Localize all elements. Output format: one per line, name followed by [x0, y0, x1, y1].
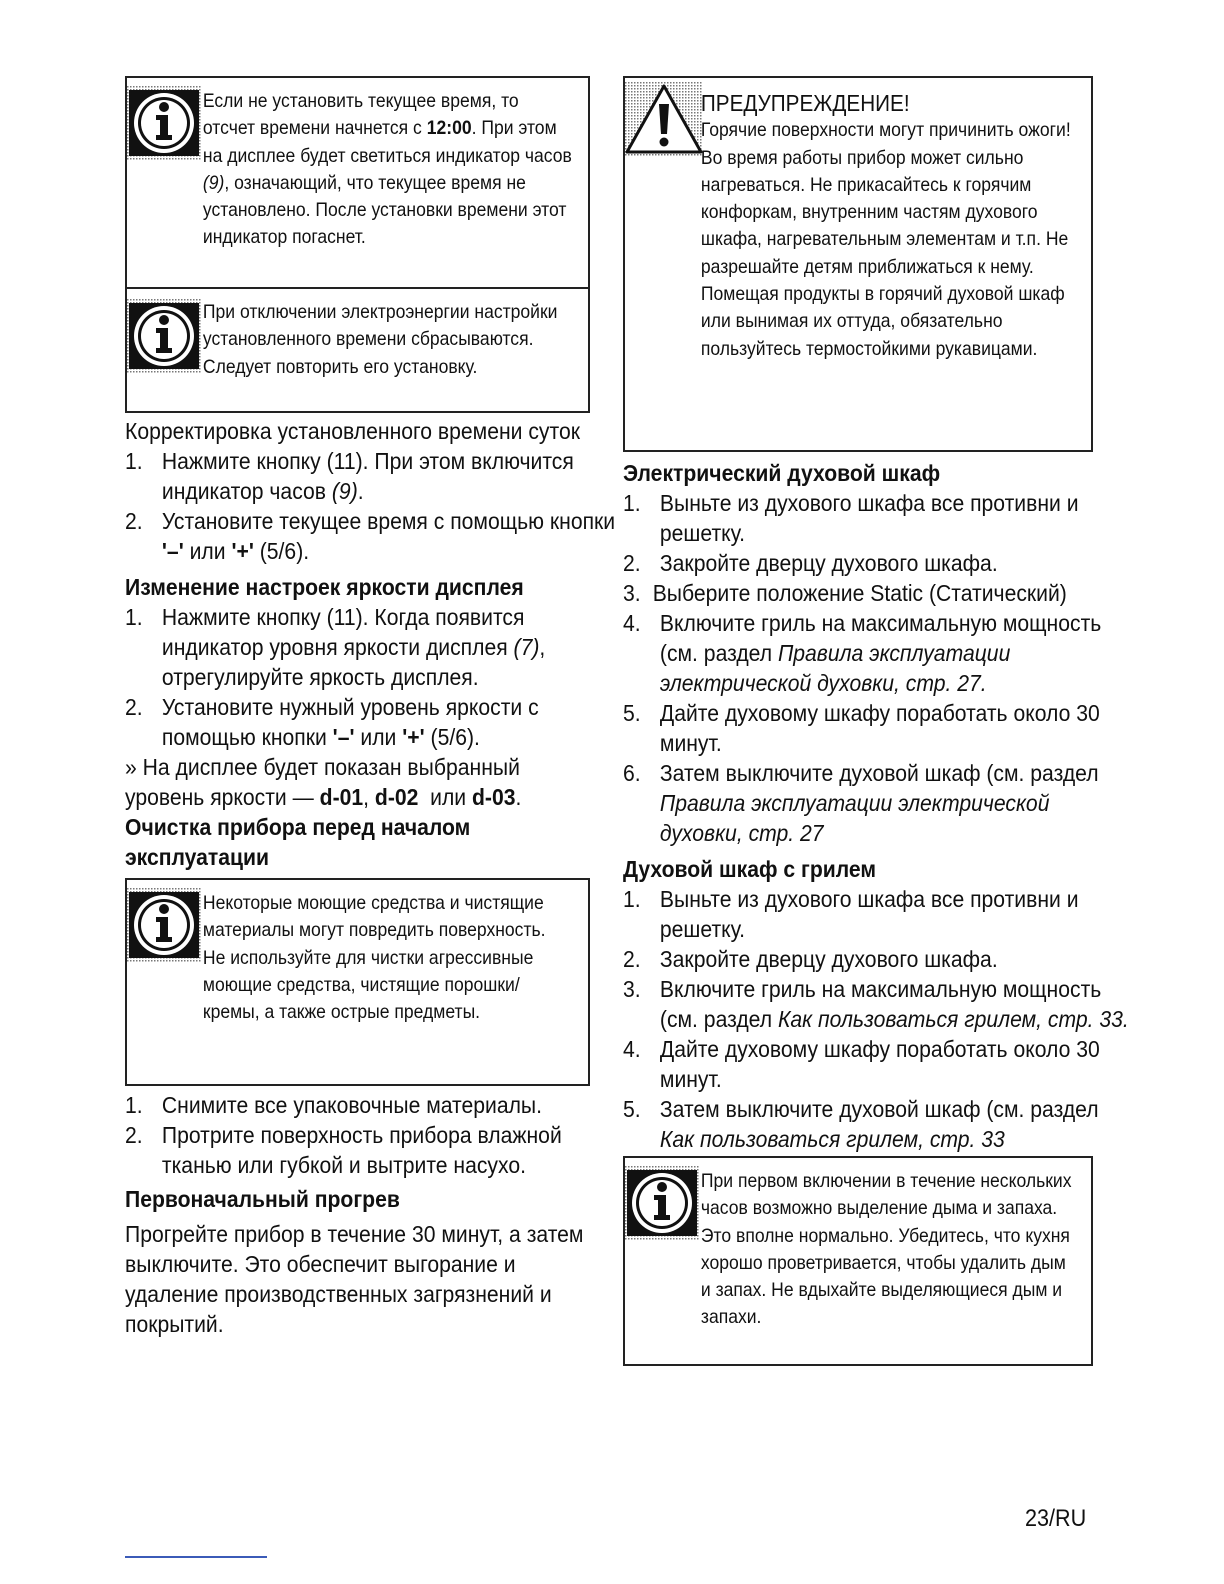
- step-text: Нажмите кнопку (11). При этом включится индикатор часов: [161, 448, 574, 504]
- correction-title: Корректировка установленного времени суток: [125, 418, 580, 444]
- note-first-use: [623, 1156, 1093, 1366]
- step-number: 1.: [125, 448, 143, 474]
- list-item: [623, 488, 1135, 548]
- note-cleaning: [125, 878, 590, 1086]
- step-number: 1.: [125, 604, 143, 630]
- indicator-ref: (7): [513, 634, 540, 660]
- page-number: 23/RU: [1025, 1505, 1087, 1532]
- list-item: [623, 608, 1135, 698]
- step-text: Включите гриль на максимальную мощность (см. раздел: [659, 976, 1102, 1032]
- step-number: 1.: [125, 1092, 143, 1118]
- step-number: 2.: [623, 550, 641, 576]
- preheat-heading: Первоначальный прогрев: [125, 1186, 400, 1212]
- note-text: [202, 880, 576, 1038]
- step-text: или: [354, 724, 403, 750]
- note-text-part: . При этом на дисплее будет светиться индикатор часов: [202, 117, 572, 167]
- level-code: d-03: [472, 784, 516, 810]
- step-number: 2.: [125, 1122, 143, 1148]
- step-number: 3.: [623, 976, 641, 1002]
- note-text: [202, 78, 576, 264]
- list-item: [623, 548, 1135, 578]
- note-paragraph: Не используйте для чистки агрессивные моющие средства, чистящие порошки/кремы, а также острые предметы.: [202, 946, 534, 1024]
- note-text-part: Если не установить текущее время, то отсчет времени начнется с: [202, 90, 519, 140]
- warning-paragraph: Помещая продукты в горячий духовой шкаф или вынимая их оттуда, обязательно пользуйтесь термостойкими рукавицами.: [700, 283, 1065, 360]
- step-text: Включите гриль на максимальную мощность (см. раздел: [659, 610, 1102, 666]
- level-code: d-01: [319, 784, 364, 810]
- list-item: [623, 944, 1135, 974]
- minus-key: '–': [161, 538, 184, 564]
- warning-title: ПРЕДУПРЕЖДЕНИЕ!: [700, 90, 910, 116]
- step-number: 5.: [623, 700, 641, 726]
- step-text: (5/6).: [424, 724, 480, 750]
- step-text: Выберите положение Static (Статический): [652, 580, 1067, 606]
- step-number: 3.: [623, 580, 641, 606]
- step-text: , отрегулируйте яркость дисплея.: [161, 634, 546, 690]
- note-text: При первом включении в течение нескольких часов возможно выделение дыма и запаха. Это вполне нормально. Убедитесь, что кухня хорошо проветривается, чтобы удалить дым и запах. Не вдыхайте выделяющиеся дым и запахи.: [700, 1170, 1072, 1329]
- footer-line: [125, 1556, 267, 1558]
- result-text: или: [418, 784, 473, 810]
- step-number: 1.: [623, 886, 641, 912]
- grill-oven-heading: Духовой шкаф с грилем: [623, 856, 877, 882]
- warning-box: [623, 76, 1093, 452]
- list-item: [623, 698, 1135, 758]
- note-text-part: , означающий, что текущее время не установлено. После установки времени этот индикатор погаснет.: [202, 171, 567, 249]
- info-icon: [625, 1166, 699, 1240]
- section-reference: Правила эксплуатации электрической духовки, стр. 27.: [659, 640, 1011, 696]
- left-column: [125, 76, 616, 1339]
- electric-oven-heading: Электрический духовой шкаф: [623, 460, 941, 486]
- info-icon: [127, 86, 201, 160]
- warning-paragraph: Во время работы прибор может сильно нагреваться. Не прикасайтесь к горячим конфоркам, внутренним частям духового шкафа, нагревательным элементам и т.п. Не разрешайте детям приближаться к нему.: [700, 146, 1069, 278]
- step-text: Затем выключите духовой шкаф (см. раздел: [659, 760, 1099, 786]
- step-text: Протрите поверхность прибора влажной тканью или губкой и вытрите насухо.: [161, 1122, 562, 1178]
- step-text: Снимите все упаковочные материалы.: [161, 1092, 543, 1118]
- list-item: [623, 578, 1128, 608]
- list-item: [623, 974, 1135, 1034]
- note-text: При отключении электроэнергии настройки установленного времени сбрасываются. Следует повторить его установку.: [202, 301, 558, 378]
- step-text: Дайте духовому шкафу поработать около 30 минут.: [659, 1036, 1100, 1092]
- list-item: [125, 602, 630, 692]
- indicator-ref: (9): [202, 171, 225, 194]
- list-item: [125, 1120, 630, 1180]
- step-text: Нажмите кнопку (11). Когда появится индикатор уровня яркости дисплея: [161, 604, 525, 660]
- list-item: [623, 884, 1135, 944]
- electric-oven-steps: [623, 488, 1102, 848]
- list-item: [125, 506, 630, 566]
- brightness-heading: Изменение настроек яркости дисплея: [125, 574, 524, 600]
- step-number: 4.: [623, 1036, 641, 1062]
- level-code: d-02: [374, 784, 419, 810]
- section-reference: Как пользоваться грилем, стр. 33.: [777, 1006, 1129, 1032]
- result-text: ,: [363, 784, 375, 810]
- list-item: [623, 1094, 1135, 1154]
- info-icon: [127, 299, 201, 373]
- step-number: 2.: [623, 946, 641, 972]
- step-text: .: [357, 478, 364, 504]
- step-number: 2.: [125, 694, 143, 720]
- minus-key: '–': [332, 724, 355, 750]
- step-text: Затем выключите духовой шкаф (см. раздел: [659, 1096, 1099, 1122]
- cleaning-heading: Очистка прибора перед началом эксплуатации: [125, 814, 471, 870]
- correction-steps: [125, 446, 616, 566]
- step-text: Дайте духовому шкафу поработать около 30 минут.: [659, 700, 1100, 756]
- step-number: 6.: [623, 760, 641, 786]
- list-item: [125, 446, 630, 506]
- step-number: 1.: [623, 490, 641, 516]
- step-text: Установите текущее время с помощью кнопки: [161, 508, 616, 534]
- warning-icon: [625, 82, 703, 156]
- list-item: [125, 1090, 630, 1120]
- step-number: 4.: [623, 610, 641, 636]
- result-text: .: [515, 784, 522, 810]
- step-number: 5.: [623, 1096, 641, 1122]
- list-item: [623, 1034, 1135, 1094]
- step-text: Выньте из духового шкафа все противни и решетку.: [659, 490, 1079, 546]
- result-text: » На дисплее будет показан выбранный уровень яркости —: [125, 754, 520, 810]
- default-time: 12:00: [426, 117, 472, 140]
- brightness-steps: [125, 602, 590, 752]
- note-power-off: [125, 287, 590, 413]
- note-time-not-set: [125, 76, 590, 289]
- warning-paragraph: Горячие поверхности могут причинить ожоги!: [700, 119, 1071, 142]
- section-reference: Правила эксплуатации электрической духовки, стр. 27: [659, 790, 1050, 846]
- step-text: Выньте из духового шкафа все противни и решетку.: [659, 886, 1079, 942]
- step-text: Закройте дверцу духового шкафа.: [659, 946, 998, 972]
- right-column: [623, 76, 1129, 1366]
- info-icon: [127, 888, 201, 962]
- grill-oven-steps: [623, 884, 1129, 1154]
- step-number: 2.: [125, 508, 143, 534]
- step-text: Установите нужный уровень яркости с помощью кнопки: [161, 694, 539, 750]
- cleaning-steps: [125, 1090, 590, 1180]
- warning-text: [700, 78, 1078, 375]
- list-item: [125, 692, 630, 752]
- step-text: Закройте дверцу духового шкафа.: [659, 550, 998, 576]
- preheat-text: Прогрейте прибор в течение 30 минут, а затем выключите. Это обеспечит выгорание и удаление производственных загрязнений и покрытий.: [125, 1221, 584, 1337]
- plus-key: '+': [231, 538, 254, 564]
- step-text: или: [183, 538, 232, 564]
- plus-key: '+': [402, 724, 425, 750]
- note-paragraph: Некоторые моющие средства и чистящие материалы могут повредить поверхность.: [202, 892, 546, 942]
- section-reference: Как пользоваться грилем, стр. 33: [659, 1126, 1005, 1152]
- step-text: (5/6).: [253, 538, 310, 564]
- list-item: [623, 758, 1135, 848]
- brightness-result: [125, 752, 589, 812]
- indicator-ref: (9): [331, 478, 358, 504]
